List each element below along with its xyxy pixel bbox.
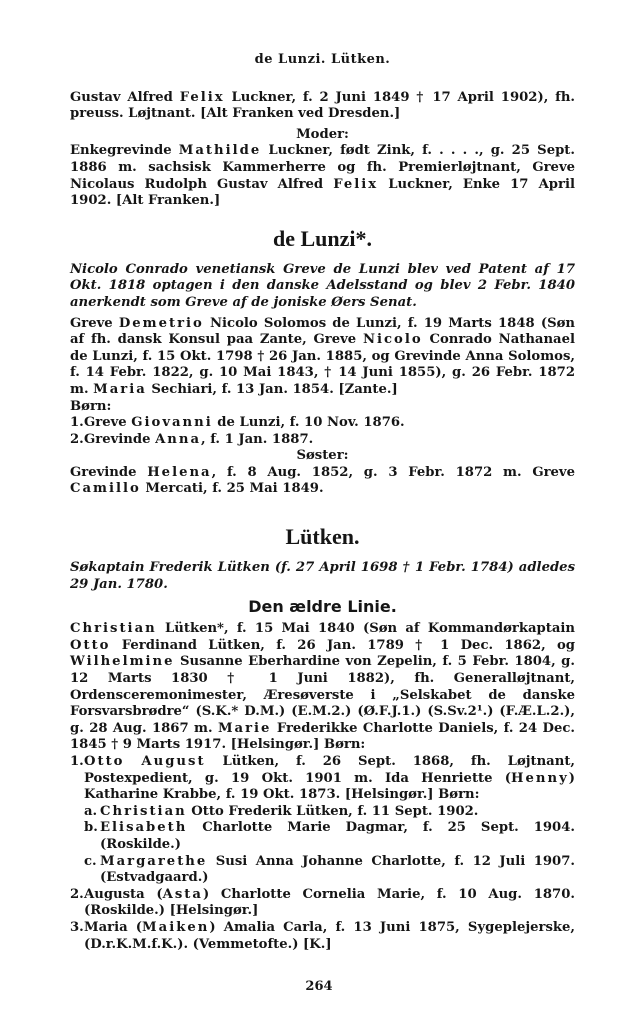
spaced-name: Otto (84, 754, 125, 769)
lunzi-main-entry: Greve Demetrio Nicolo Solomos de Lunzi, f. 19 Marts 1848 (Søn af fh. dansk Konsul paa Zante, Greve Nicolo Conrado Nathanael de Lunzi, f. 15 Okt. 1798 † 26 Jan. 1885, og Grevinde Anna Solomos, f. 14 Febr. 1822, g. 10 Mai 1843, † 14 Juni 1855), g. 26 Febr. 1872 m. Maria Sechiari, f. 13 Jan. 1854. [Zante.] (70, 315, 575, 397)
spaced-name: Anna (155, 431, 202, 447)
list-item: b. Elisabeth Charlotte Marie Dagmar, f. 25 Sept. 1904. (Roskilde.) (84, 820, 575, 852)
spaced-name: Maria (93, 381, 147, 397)
luckner-entry-moder: Enkegrevinde Mathilde Luckner, født Zink, f. . . . ., g. 25 Sept. 1886 m. sachsisk Kammerherre og fh. Premierløjtnant, Greve Nicolaus Rudolph Gustav Alfred Felix Luckner, Enke 17 April 1902. [Alt Franken.] (70, 143, 575, 209)
spaced-name: Helena (147, 464, 212, 480)
lutken-intro: Søkaptain Frederik Lütken (f. 27 April 1698 † 1 Febr. 1784) adledes 29 Jan. 1780. (70, 560, 575, 592)
list-item: a. Christian Otto Frederik Lütken, f. 11 Sept. 1902. (84, 803, 479, 819)
spaced-name: Camillo (70, 481, 141, 497)
list-item: 1. Greve Giovanni de Lunzi, f. 10 Nov. 1876. (70, 415, 405, 431)
list-item: 1. Otto August Lütken, f. 26 Sept. 1868, fh. Løjtnant, Postexpedient, g. 19 Okt. 1901 m. Ida Henriette (Henny) Katharine Krabbe, f. 19 Okt. 1873. [Helsingør.] Børn: (70, 754, 576, 803)
spaced-name: Giovanni (131, 415, 213, 431)
spaced-name: Christian (100, 803, 187, 819)
list-item: c. Margarethe Susi Anna Johanne Charlotte, f. 12 Juli 1907. (Estvadgaard.) (84, 853, 575, 886)
spaced-name: Margarethe (100, 853, 208, 869)
spaced-name: Otto (70, 637, 111, 653)
children-label: Børn: (70, 398, 112, 414)
spaced-name: Demetrio (118, 315, 204, 331)
spaced-name: Nicolo (362, 332, 423, 348)
spaced-name: Maiken (142, 919, 210, 935)
spaced-name: Marie (217, 720, 272, 736)
spaced-name: Mathilde (178, 143, 262, 159)
luckner-entry-gustav: Gustav Alfred Felix Luckner, f. 2 Juni 1849 † 17 April 1902), fh. preuss. Løjtnant. [Alt Franken ved Dresden.] (70, 89, 576, 122)
spaced-name: August (141, 754, 206, 769)
spaced-name: Asta (162, 886, 203, 902)
spaced-name: Wilhelmine (70, 654, 175, 670)
lunzi-intro: Nicolo Conrado venetiansk Greve de Lunzi blev ved Patent af 17 Okt. 1818 optagen i den danske Adelsstand og blev 2 Febr. 1840 anerkendt som Greve af de joniske Øers Senat. (70, 261, 575, 310)
list-item: 2. Grevinde Anna, f. 1 Jan. 1887. (70, 431, 314, 447)
text-column (70, 52, 575, 953)
moder-label: Moder: (296, 126, 349, 142)
spaced-name: Christian (70, 621, 157, 637)
list-item: 3. Maria (Maiken) Amalia Carla, f. 13 Juni 1875, Sygeplejerske, (D.r.K.M.f.K.). (Vemmetofte.) [K.] (70, 919, 575, 952)
subsection-heading: Den ældre Linie. (248, 597, 397, 617)
section-heading-lutken: Lütken. (285, 524, 360, 550)
page-number: 264 (305, 979, 333, 994)
lutken-main-entry: Christian Lütken*, f. 15 Mai 1840 (Søn af Kommandørkaptain Otto Ferdinand Lütken, f. 26 Jan. 1789 † 1 Dec. 1862, og Wilhelmine Susanne Eberhardine von Zepelin, f. 5 Febr. 1804, g. 12 Marts 1830 † 1 Juni 1882), fh. Generalløjtnant, Ordensceremonimester, Æresøverste i „Selskabet de danske Forsvarsbrødre“ (S.K.* D.M.) (E.M.2.) (Ø.F.J.1.) (S.Sv.2¹.) (F.Æ.L.2.), g. 28 Aug. 1867 m. Marie Frederikke Charlotte Daniels, f. 24 Dec. 1845 † 9 Marts 1917. [Helsingør.] Børn: (70, 621, 575, 753)
running-head: de Lunzi. Lütken. (254, 52, 391, 67)
spaced-name: Henny (511, 770, 569, 786)
list-item: 2. Augusta (Asta) Charlotte Cornelia Marie, f. 10 Aug. 1870. (Roskilde.) [Helsingør.] (70, 886, 575, 919)
section-heading-lunzi: de Lunzi*. (272, 225, 373, 251)
sister-label: Søster: (296, 448, 349, 464)
spaced-name: Elisabeth (100, 820, 188, 836)
spaced-name: Felix (333, 176, 379, 192)
lunzi-sister-entry: Grevinde Helena, f. 8 Aug. 1852, g. 3 Febr. 1872 m. Greve Camillo Mercati, f. 25 Mai 1849. (70, 464, 575, 497)
spaced-name: Felix (179, 89, 225, 105)
